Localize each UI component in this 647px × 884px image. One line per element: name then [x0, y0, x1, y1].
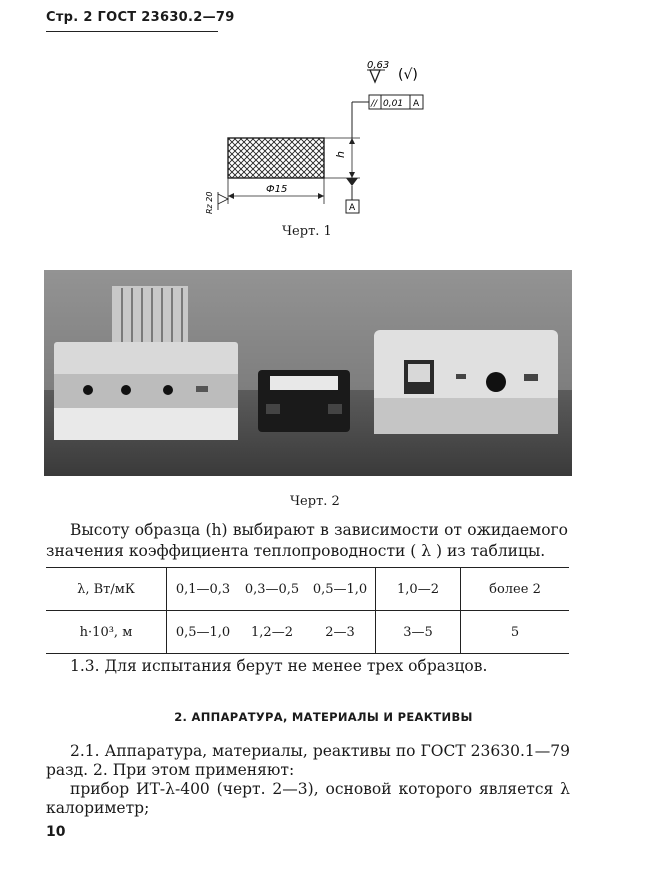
roughness-paren: (√): [398, 67, 418, 83]
section-2-line3: прибор ИТ-λ-400 (черт. 2—3), основой которого является λ: [70, 780, 570, 798]
table-cell: 0,1—0,3: [175, 581, 231, 597]
table-header-height: h·10³, м: [46, 611, 167, 654]
table-cell: 1,2—2: [251, 624, 293, 640]
table-cell: 5: [510, 624, 520, 640]
table-row: [46, 568, 569, 611]
tolerance-datum: A: [413, 99, 420, 109]
table-cell: 0,5—1,0: [305, 568, 376, 611]
edge-roughness: Rz 20: [205, 191, 214, 214]
table-cell: 3—5: [376, 611, 461, 654]
tolerance-symbol: //: [371, 99, 378, 109]
table-cell: 1,0—2: [376, 568, 461, 611]
section-2-title: 2. АППАРАТУРА, МАТЕРИАЛЫ И РЕАКТИВЫ: [174, 710, 473, 724]
specimen-section: [228, 138, 324, 178]
item-1-3: 1.3. Для испытания берут не менее трех образцов.: [70, 657, 488, 675]
table-cell: 2—3: [305, 611, 376, 654]
table-row: [46, 611, 569, 654]
figure-1-drawing: [190, 52, 450, 222]
table-cell: 0,3—0,5: [244, 581, 300, 597]
height-label: h: [334, 151, 347, 158]
table-header-lambda: λ, Вт/мК: [46, 568, 167, 611]
tolerance-value: 0,01: [383, 99, 404, 109]
specimen-height-table: [46, 567, 569, 654]
figure-2-photo: [44, 270, 572, 476]
table-cell: 0,5—1,0: [175, 624, 231, 640]
page-header: Стр. 2 ГОСТ 23630.2—79: [46, 10, 235, 25]
datum-triangle: [346, 178, 358, 186]
datum-label: A: [349, 203, 356, 213]
roughness-icon: [370, 70, 380, 82]
header-rule: [46, 31, 218, 32]
section-2-line4: калориметр;: [46, 799, 150, 817]
paragraph-height-choice-line2: значения коэффициента теплопроводности ( λ ) из таблицы.: [46, 542, 546, 560]
page-number: 10: [46, 824, 66, 840]
section-2-line2: разд. 2. При этом применяют:: [46, 761, 295, 779]
paragraph-height-choice: Высоту образца (h) выбирают в зависимости от ожидаемого: [70, 521, 568, 539]
figure-1-caption: Черт. 1: [282, 224, 332, 239]
diameter-label: Ф15: [266, 184, 288, 195]
table-cell: более 2: [489, 581, 541, 597]
section-2-line1: 2.1. Аппаратура, материалы, реактивы по ГОСТ 23630.1—79: [70, 742, 570, 760]
roughness-value: 0,63: [367, 60, 390, 71]
apparatus-photo: [44, 270, 572, 476]
figure-2-caption: Черт. 2: [290, 494, 340, 509]
